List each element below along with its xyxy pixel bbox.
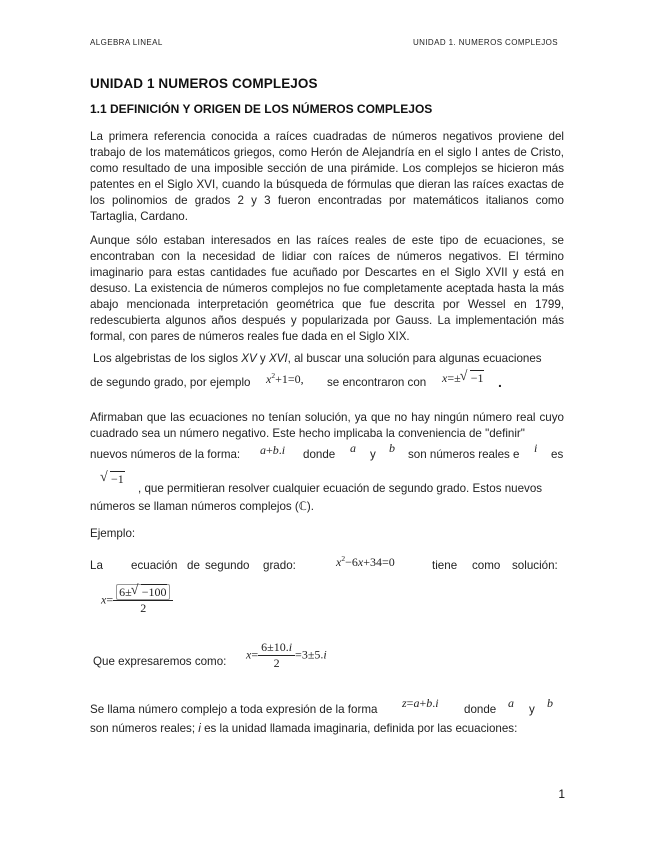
ejemplo-de: de [187,559,200,572]
afirmaban-donde: donde [303,448,336,461]
ejemplo-la: La [90,559,103,572]
expresaremos-label: Que expresaremos como: [93,655,227,668]
algebristas-period: . [498,374,502,390]
equation-quadratic: $x^2-6x+34=0$ [336,554,395,569]
afirmaban-line4: , que permitieran resolver cualquier ecuación de segundo grado. Estos nuevos [138,482,543,495]
unit-title: UNIDAD 1 NUMEROS COMPLEJOS [90,76,318,91]
algebristas-line2: de segundo grado, por ejemplo [90,376,251,389]
equation-x-pm-sqrt-neg1: x=±√ −1 [442,371,484,386]
ejemplo-solucion: solución: [512,559,558,572]
ejemplo-grado: grado: [263,559,296,572]
sqrt-neg1: √ −1 [101,472,125,487]
sellama-variable-b: b [547,696,553,710]
solution-formula: x= $\frac{6\pm√ -100}{2}$ [101,585,173,616]
afirmaban-y: y [370,448,376,461]
sellama-line2: son números reales; i es la unidad llamada imaginaria, definida por las ecuaciones: [90,722,518,735]
sellama-variable-a: a [508,696,514,710]
variable-i: i [534,441,538,455]
paragraph-afirmaban: Afirmaban que las ecuaciones no tenían solución, ya que no hay ningún número real cuyo cuadrado sea un número negativo. Este hecho implicaba la conveniencia de "definir" [90,411,564,440]
ejemplo-ecuacion: ecuación [131,559,178,572]
equation-x2-plus-1: $x^2+1=0$, [266,371,304,386]
afirmaban-son: son números reales e [408,448,520,461]
ejemplo-segundo: segundo [205,559,250,572]
expression-a-plus-bi: a+b.i [260,443,286,457]
paragraph-origin: La primera referencia conocida a raíces cuadradas de números negativos proviene del trabajo de los matemáticos griegos, como Herón de Alejandría en el siglo I antes de Cristo, como resultado de una imposible sección de una pirámide. Los complejos se hicieron más patentes en el Siglo XVI, cuando la búsqueda de fórmulas que dieran las raíces exactas de los polinomios de grados 2 y 3 fueron encontradas por matemáticos italianos como Tartaglia, Cardano. [90,130,564,223]
header-right: UNIDAD 1. NUMEROS COMPLEJOS [412,38,558,47]
ejemplo-label: Ejemplo: [90,527,136,540]
afirmaban-nuevos: nuevos números de la forma: [90,448,241,461]
complex-z-definition: z=a+b.i [402,696,439,710]
ejemplo-tiene: tiene [432,559,458,572]
variable-b: b [389,441,395,455]
section-title: 1.1 DEFINICIÓN Y ORIGEN DE LOS NÚMEROS COMPLEJOS [90,102,433,116]
sellama-y: y [529,703,535,716]
sellama-donde: donde [464,703,497,716]
sellama-line1: Se llama número complejo a toda expresión de la forma [90,703,378,716]
solution-simplified: x= $\frac{6\pm 10.i}{2}$ =3±5.i [246,640,327,670]
afirmaban-es: es [551,448,564,461]
variable-a: a [350,441,356,455]
afirmaban-line5: números se llaman números complejos (ℂ). [90,500,314,513]
paragraph-history: Aunque sólo estaban interesados en las raíces reales de este tipo de ecuaciones, se encontraban con la necesidad de lidiar con raíces de números negativos. El término imaginario para estas cantidades fue acuñado por Descartes en el Siglo XVII y está en desuso. La existencia de números complejos no fue completamente aceptada hasta la más abajo mencionada interpretación geométrica que fue descrita por Wessel en 1799, redescubierta algunos años después y popularizada por Gauss. La implementación más formal, con pares de números reales fue dada en el Siglo XIX. [90,234,564,343]
algebristas-encontraron: se encontraron con [327,376,427,389]
page-number: 1 [558,787,565,801]
algebristas-line1: Los algebristas de los siglos XV y XVI, al buscar una solución para algunas ecuaciones [93,352,542,365]
header-left: ALGEBRA LINEAL [90,38,163,47]
ejemplo-como: como [472,559,501,572]
